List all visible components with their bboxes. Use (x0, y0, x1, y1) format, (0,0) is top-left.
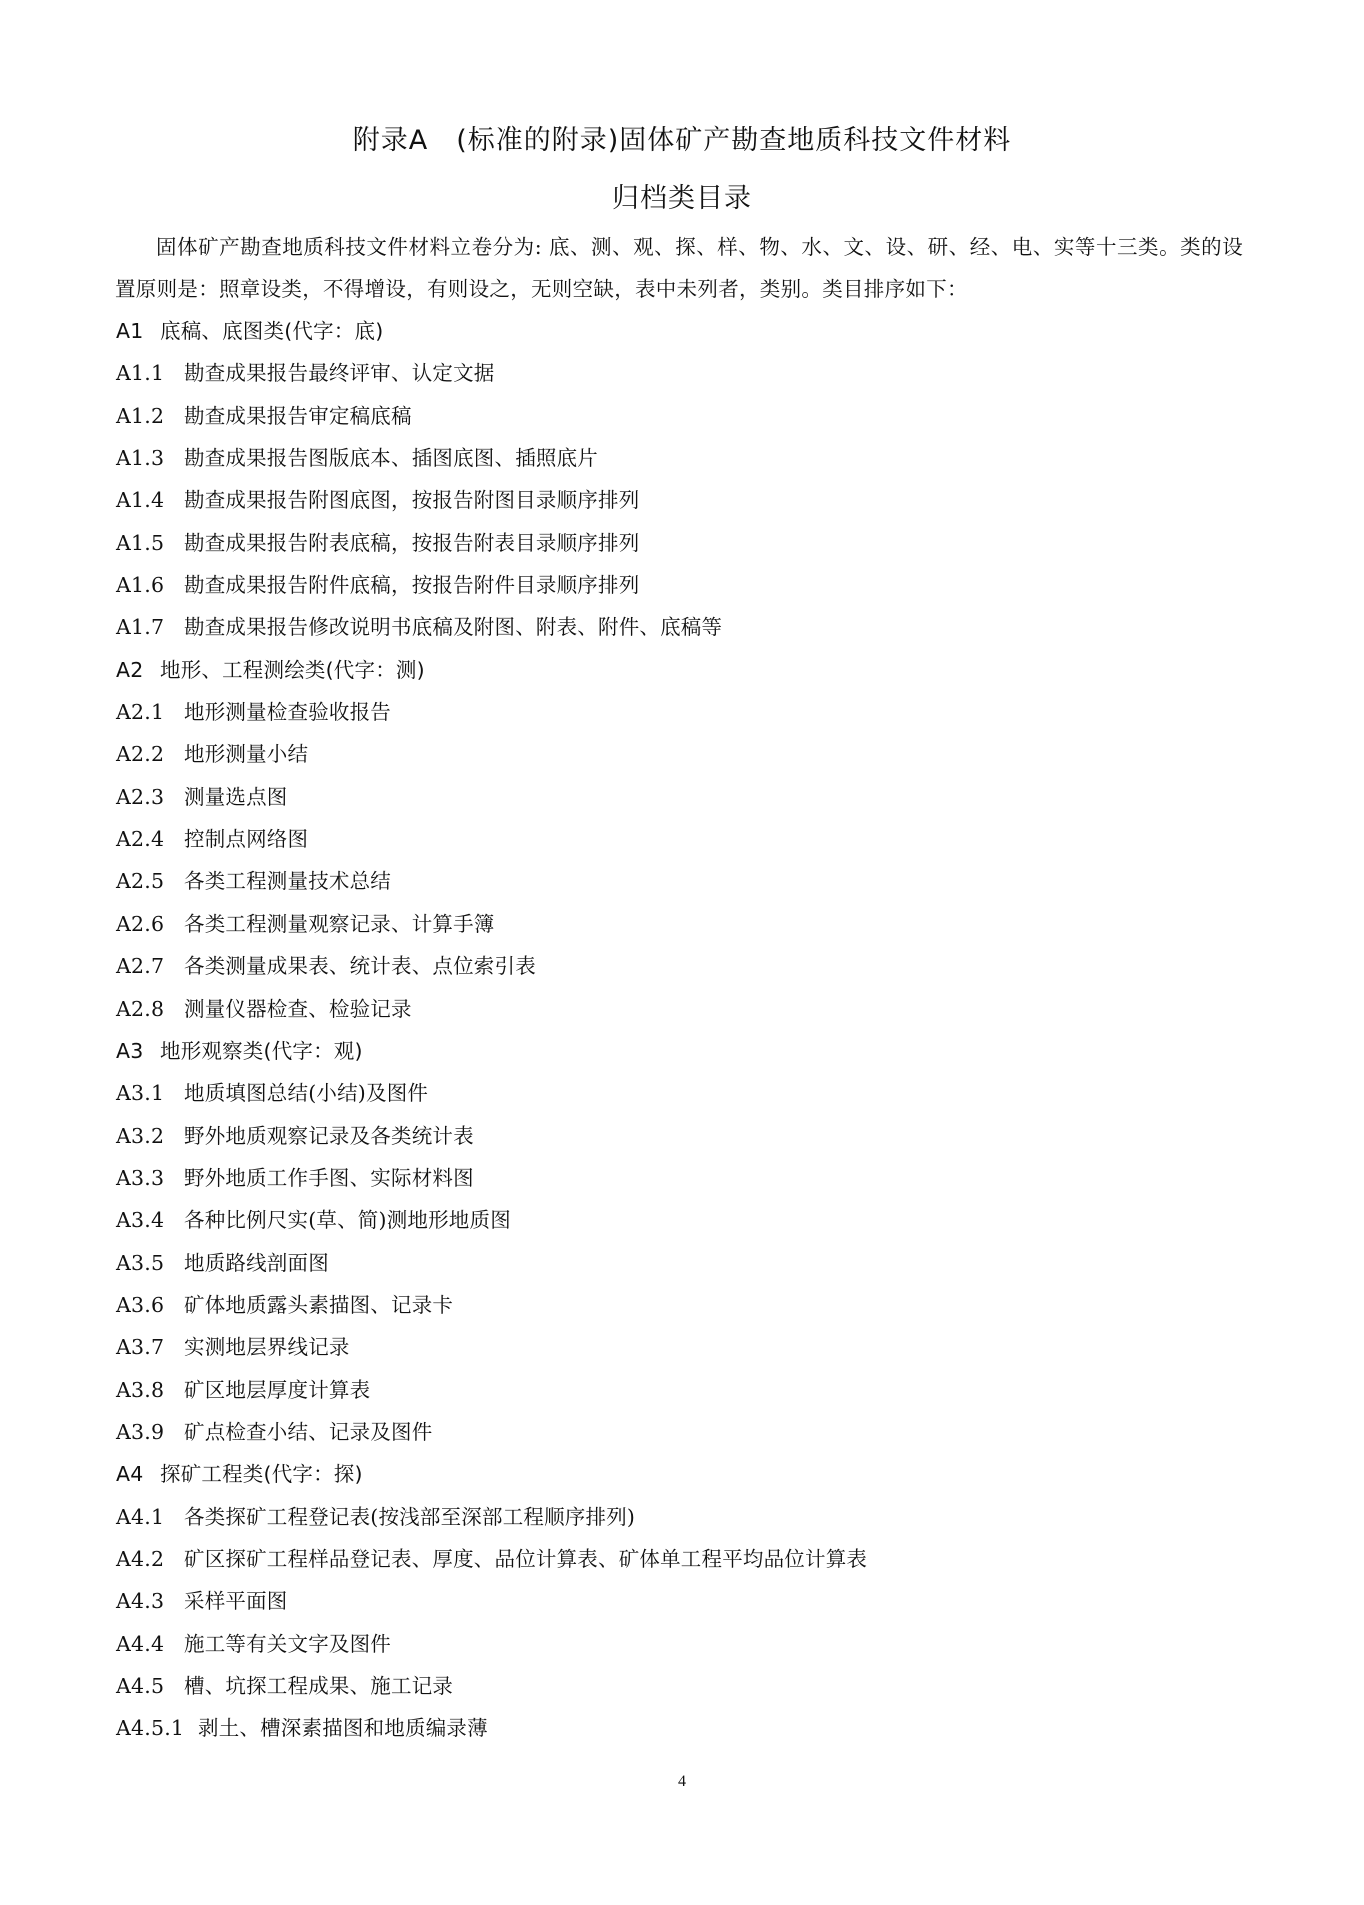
catalog-item (116, 691, 1244, 733)
catalog-item (116, 352, 1244, 394)
category-heading (116, 1453, 1244, 1495)
entry-text: 地质路线剖面图 (184, 1250, 329, 1275)
entry-text: 勘查成果报告审定稿底稿 (184, 403, 412, 428)
catalog-item (116, 860, 1244, 902)
entry-code: A2.7 (116, 954, 165, 979)
catalog-item (116, 1284, 1244, 1326)
catalog-item (116, 522, 1244, 564)
catalog-item (116, 1411, 1244, 1453)
entry-text: 采样平面图 (184, 1589, 288, 1614)
document-title: 附录A (标准的附录)固体矿产勘查地质科技文件材料 (352, 125, 1012, 156)
entry-code: A1.6 (116, 573, 165, 598)
category-heading (116, 310, 1244, 352)
entry-text: 矿体地质露头素描图、记录卡 (184, 1292, 454, 1317)
entry-code: A4.1 (116, 1504, 165, 1529)
catalog-item (116, 1707, 1244, 1749)
catalog-item (116, 1369, 1244, 1411)
entry-code: A3.1 (116, 1081, 165, 1106)
entry-code: A3.3 (116, 1165, 165, 1190)
catalog-item (116, 1496, 1244, 1538)
catalog-item (116, 479, 1244, 521)
entry-text: 施工等有关文字及图件 (184, 1631, 391, 1656)
entry-text: 野外地质观察记录及各类统计表 (184, 1123, 474, 1148)
entry-code: A4.2 (116, 1546, 165, 1571)
entry-text: 地形测量小结 (184, 742, 309, 767)
catalog-item (116, 776, 1244, 818)
entry-text: 矿区地层厚度计算表 (184, 1377, 371, 1402)
catalog-item (116, 1665, 1244, 1707)
catalog-item (116, 988, 1244, 1030)
entry-text: 剥土、槽深素描图和地质编录薄 (198, 1716, 488, 1741)
document-subtitle: 归档类目录 (612, 183, 752, 214)
catalog-item (116, 395, 1244, 437)
entry-text: 勘查成果报告附表底稿，按报告附表目录顺序排列 (184, 530, 640, 555)
entry-text: 地形、工程测绘类(代字：测) (160, 657, 425, 682)
catalog-item (116, 945, 1244, 987)
catalog-list (116, 310, 1244, 1750)
entry-code: A3.6 (116, 1292, 165, 1317)
category-heading (116, 1030, 1244, 1072)
intro-paragraph: 固体矿产勘查地质科技文件材料立卷分为: 底、测、观、探、样、物、水、文、设、研、经、电、实等十三类。类的设置原则是：照章设类，不得增设，有则设之，无则空缺，表中未列者，类别。类目排序如下： (115, 235, 1243, 301)
entry-code: A2.2 (116, 742, 165, 767)
catalog-item (116, 1157, 1244, 1199)
entry-code: A3.4 (116, 1208, 165, 1233)
entry-code: A3.5 (116, 1250, 165, 1275)
entry-code: A2.4 (116, 827, 165, 852)
entry-code: A2.6 (116, 911, 165, 936)
entry-text: 槽、坑探工程成果、施工记录 (184, 1674, 454, 1698)
catalog-item (116, 1242, 1244, 1284)
entry-code: A4.5.1 (116, 1716, 185, 1741)
entry-code: A1.7 (116, 615, 165, 640)
entry-text: 测量仪器检查、检验记录 (184, 996, 412, 1021)
entry-text: 勘查成果报告附件底稿，按报告附件目录顺序排列 (184, 573, 640, 598)
entry-code: A2.8 (116, 996, 165, 1021)
entry-text: 勘查成果报告附图底图，按报告附图目录顺序排列 (184, 488, 640, 513)
entry-code: A1 (116, 319, 144, 343)
entry-text: 各类探矿工程登记表(按浅部至深部工程顺序排列) (184, 1504, 636, 1529)
entry-text: 地形观察类(代字：观) (160, 1038, 363, 1063)
catalog-item (116, 1326, 1244, 1368)
entry-text: 勘查成果报告修改说明书底稿及附图、附表、附件、底稿等 (184, 615, 723, 640)
entry-text: 控制点网络图 (184, 827, 309, 852)
entry-text: 地形测量检查验收报告 (184, 700, 391, 725)
catalog-item (116, 818, 1244, 860)
entry-code: A2.1 (116, 700, 165, 725)
category-heading (116, 649, 1244, 691)
entry-text: 实测地层界线记录 (184, 1335, 350, 1360)
entry-code: A2 (116, 657, 144, 682)
entry-text: 各类测量成果表、统计表、点位索引表 (184, 954, 536, 979)
catalog-item (116, 564, 1244, 606)
entry-code: A2.5 (116, 869, 165, 894)
entry-text: 野外地质工作手图、实际材料图 (184, 1165, 474, 1190)
entry-code: A3 (116, 1038, 144, 1063)
catalog-item (116, 1538, 1244, 1580)
catalog-item (116, 437, 1244, 479)
page-number: 4 (678, 1773, 686, 1790)
catalog-item (116, 606, 1244, 648)
entry-text: 各类工程测量观察记录、计算手簿 (184, 911, 495, 936)
entry-code: A3.9 (116, 1419, 165, 1444)
entry-text: 底稿、底图类(代字：底) (160, 319, 384, 343)
catalog-item (116, 1623, 1244, 1665)
entry-code: A1.4 (116, 488, 165, 513)
entry-code: A4.3 (116, 1589, 165, 1614)
entry-text: 探矿工程类(代字：探) (160, 1462, 363, 1487)
entry-code: A3.8 (116, 1377, 165, 1402)
catalog-item (116, 1072, 1244, 1114)
catalog-item (116, 733, 1244, 775)
entry-code: A1.2 (116, 403, 165, 428)
entry-code: A4.4 (116, 1631, 165, 1656)
entry-code: A1.5 (116, 530, 165, 555)
entry-text: 地质填图总结(小结)及图件 (184, 1081, 429, 1106)
entry-code: A4.5 (116, 1674, 165, 1698)
entry-text: 各种比例尺实(草、简)测地形地质图 (184, 1208, 511, 1233)
entry-code: A3.2 (116, 1123, 165, 1148)
catalog-item (116, 1115, 1244, 1157)
entry-code: A3.7 (116, 1335, 165, 1360)
entry-text: 各类工程测量技术总结 (184, 869, 391, 894)
catalog-item (116, 1580, 1244, 1622)
catalog-item (116, 903, 1244, 945)
entry-text: 勘查成果报告最终评审、认定文据 (184, 361, 495, 386)
entry-code: A1.1 (116, 361, 165, 386)
entry-text: 测量选点图 (184, 784, 288, 809)
entry-text: 矿点检查小结、记录及图件 (184, 1419, 433, 1444)
catalog-item (116, 1199, 1244, 1241)
entry-code: A1.3 (116, 446, 165, 471)
entry-text: 矿区探矿工程样品登记表、厚度、品位计算表、矿体单工程平均品位计算表 (184, 1546, 868, 1571)
entry-text: 勘查成果报告图版底本、插图底图、插照底片 (184, 446, 598, 471)
entry-code: A2.3 (116, 784, 165, 809)
entry-code: A4 (116, 1462, 144, 1487)
